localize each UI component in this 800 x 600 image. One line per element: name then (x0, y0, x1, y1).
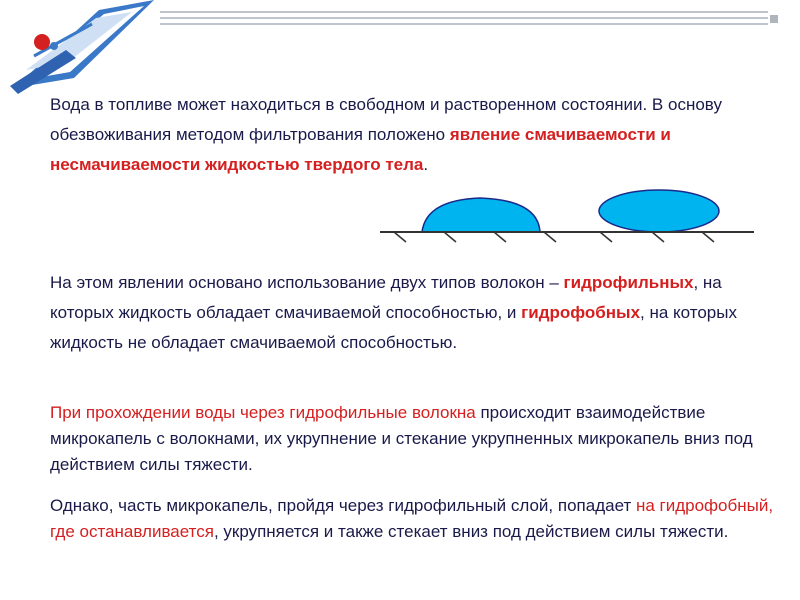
hydrophobic-term: гидрофобных (521, 303, 641, 322)
intro-paragraph (50, 90, 730, 180)
wetting-drop (422, 198, 540, 232)
hydrophilic-phrase: При прохождении воды через гидрофильные волокна (50, 403, 476, 422)
hydrophobic-phrase: на гидрофобный, где останавливается (50, 496, 774, 541)
wetting-diagram (380, 184, 760, 254)
hydrophilic-term: гидрофильных (563, 273, 694, 292)
header-decoration (160, 8, 780, 28)
hydrophilic-process-paragraph (50, 400, 780, 478)
fiber-types-paragraph (50, 268, 770, 358)
fiber-text-3: , на которых жидкость не обладает смачиваемой способностью. (50, 303, 737, 352)
fiber-text-1: На этом явлении основано использование двух типов волокон – (50, 273, 564, 292)
wettability-phenomenon: явление смачиваемости и несмачиваемости жидкостью твердого тела (50, 125, 671, 174)
intro-end: . (423, 155, 429, 174)
open-book-logo-icon (4, 0, 154, 95)
non-wetting-drop (599, 190, 719, 232)
hydrophilic-process-text: происходит взаимодействие микрокапель с волокнами, их укрупнение и стекание укрупненных микрокапель вниз под действием силы тяжести. (50, 403, 753, 474)
surface-hatching (394, 232, 714, 242)
hydrophobic-text-2: , укрупняется и также стекает вниз под действием силы тяжести. (213, 522, 729, 541)
hydrophobic-text-1: Однако, часть микрокапель, пройдя через гидрофильный слой, попадает (50, 496, 636, 515)
intro-text: Вода в топливе может находиться в свободном и растворенном состоянии. В основу обезвоживания методом фильтрования положено (50, 95, 722, 144)
hydrophobic-process-paragraph (50, 493, 780, 545)
fiber-text-2: , на которых жидкость обладает смачиваемой способностью, и (50, 273, 722, 322)
